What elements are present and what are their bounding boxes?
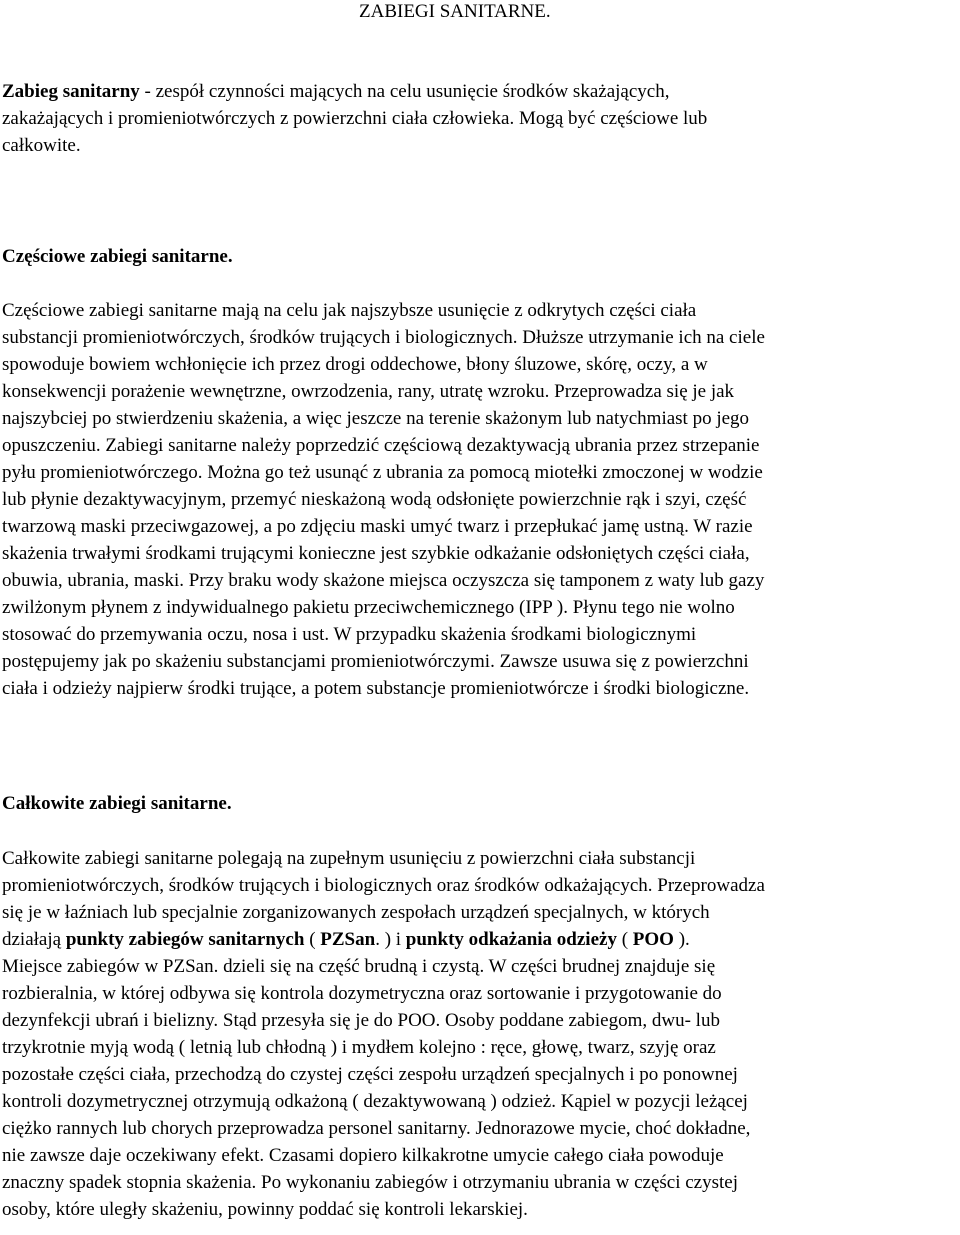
text-run: ( [304, 929, 321, 950]
paragraph-line: ciała i odzieży najpierw środki trujące, a potem substancje promieniotwórcze i środki biologiczne. [2, 678, 750, 699]
paragraph-line: kontroli dozymetrycznej otrzymują odkażoną ( dezaktywowaną ) odzież. Kąpiel w pozycji leżącej [2, 1091, 748, 1112]
paragraph-line: twarzową maski przeciwgazowej, a po zdjęciu maski umyć twarz i przepłukać jamę ustną. W razie [2, 516, 753, 537]
page-title: ZABIEGI SANITARNE. [359, 1, 551, 22]
paragraph-line: pyłu promieniotwórczego. Można go też usunąć z ubrania za pomocą miotełki zmoczonej w wodzie [2, 462, 763, 483]
paragraph-line: substancji promieniotwórczych, środków trujących i biologicznych. Dłuższe utrzymanie ich na ciele [2, 327, 765, 348]
paragraph-line: ciężko rannych lub chorych przeprowadza personel sanitarny. Jednorazowe mycie, choć dokładne, [2, 1118, 751, 1139]
definition-line [2, 78, 669, 105]
paragraph-line: obuwia, ubrania, maski. Przy braku wody skażone miejsca oczyszcza się tamponem z waty lub gazy [2, 570, 765, 591]
paragraph-line: spowoduje bowiem wchłonięcie ich przez drogi oddechowe, błony śluzowe, skórę, oczy, a w [2, 354, 708, 375]
term-pzsan-full: punkty zabiegów sanitarnych [65, 929, 305, 950]
paragraph-line: Częściowe zabiegi sanitarne mają na celu jak najszybsze usunięcie z odkrytych części ciała [2, 300, 697, 321]
paragraph-line: Miejsce zabiegów w PZSan. dzieli się na część brudną i czystą. W części brudnej znajduje się [2, 956, 716, 977]
paragraph-line: konsekwencji porażenie wewnętrzne, owrzodzenia, rany, utratę wzroku. Przeprowadza się je jak [2, 381, 735, 402]
paragraph-line: się je w łaźniach lub specjalnie zorganizowanych zespołach urządzeń specjalnych, w których [2, 902, 710, 923]
term-poo-full: punkty odkażania odzieży [405, 929, 617, 950]
paragraph-line: postępujemy jak po skażeniu substancjami promieniotwórczymi. Zawsze usuwa się z powierzchni [2, 651, 749, 672]
paragraph-line: osoby, które uległy skażeniu, powinny poddać się kontroli lekarskiej. [2, 1199, 528, 1220]
paragraph-line: najszybciej po stwierdzeniu skażenia, a więc jeszcze na terenie skażonym lub natychmiast po jego [2, 408, 750, 429]
definition-text: - zespół czynności mających na celu usunięcie środków skażających, [139, 81, 670, 102]
text-run: działają [2, 929, 66, 950]
paragraph-line: promieniotwórczych, środków trujących i biologicznych oraz środków odkażających. Przeprowadza [2, 875, 765, 896]
term-poo: POO [632, 929, 674, 950]
paragraph-line: skażenia trwałymi środkami trującymi konieczne jest szybkie odkażanie odsłoniętych części ciała, [2, 543, 750, 564]
paragraph-line: dezynfekcji ubrań i bielizny. Stąd przesyła się je do POO. Osoby poddane zabiegom, dwu- lub [2, 1010, 720, 1031]
section-heading-complete: Całkowite zabiegi sanitarne. [2, 793, 232, 814]
paragraph-line: pozostałe części ciała, przechodzą do czystej części zespołu urządzeń specjalnych i po ponownej [2, 1064, 738, 1085]
definition-term: Zabieg sanitarny [2, 81, 140, 102]
paragraph-line: opuszczeniu. Zabiegi sanitarne należy poprzedzić częściową dezaktywacją ubrania przez strzepanie [2, 435, 760, 456]
text-run: ). [673, 929, 690, 950]
paragraph-line: znaczny spadek stopnia skażenia. Po wykonaniu zabiegów i otrzymaniu ubrania w części czystej [2, 1172, 738, 1193]
paragraph-line: Całkowite zabiegi sanitarne polegają na zupełnym usunięciu z powierzchni ciała substancji [2, 848, 696, 869]
definition-line: zakażających i promieniotwórczych z powierzchni ciała człowieka. Mogą być częściowe lub [2, 108, 708, 129]
definition-line: całkowite. [2, 135, 81, 156]
paragraph-line: rozbieralnia, w której odbywa się kontrola dozymetryczna oraz sortowanie i przygotowanie do [2, 983, 722, 1004]
text-run: . ) i [375, 929, 406, 950]
paragraph-line: stosować do przemywania oczu, nosa i ust. W przypadku skażenia środkami biologicznymi [2, 624, 697, 645]
paragraph-line: trzykrotnie myją wodą ( letnią lub chłodną ) i mydłem kolejno : ręce, głowę, twarz, szyję oraz [2, 1037, 716, 1058]
paragraph-line: zwilżonym płynem z indywidualnego pakietu przeciwchemicznego (IPP ). Płynu tego nie wolno [2, 597, 735, 618]
paragraph-line: nie zawsze daje oczekiwany efekt. Czasami dopiero kilkakrotne umycie całego ciała powoduje [2, 1145, 724, 1166]
paragraph-line-mixed [2, 926, 690, 953]
section-heading-partial: Częściowe zabiegi sanitarne. [2, 246, 233, 267]
text-run: ( [616, 929, 633, 950]
term-pzsan: PZSan [320, 929, 376, 950]
paragraph-line: lub płynie dezaktywacyjnym, przemyć nieskażoną wodą odsłonięte powierzchnie rąk i szyi, część [2, 489, 747, 510]
